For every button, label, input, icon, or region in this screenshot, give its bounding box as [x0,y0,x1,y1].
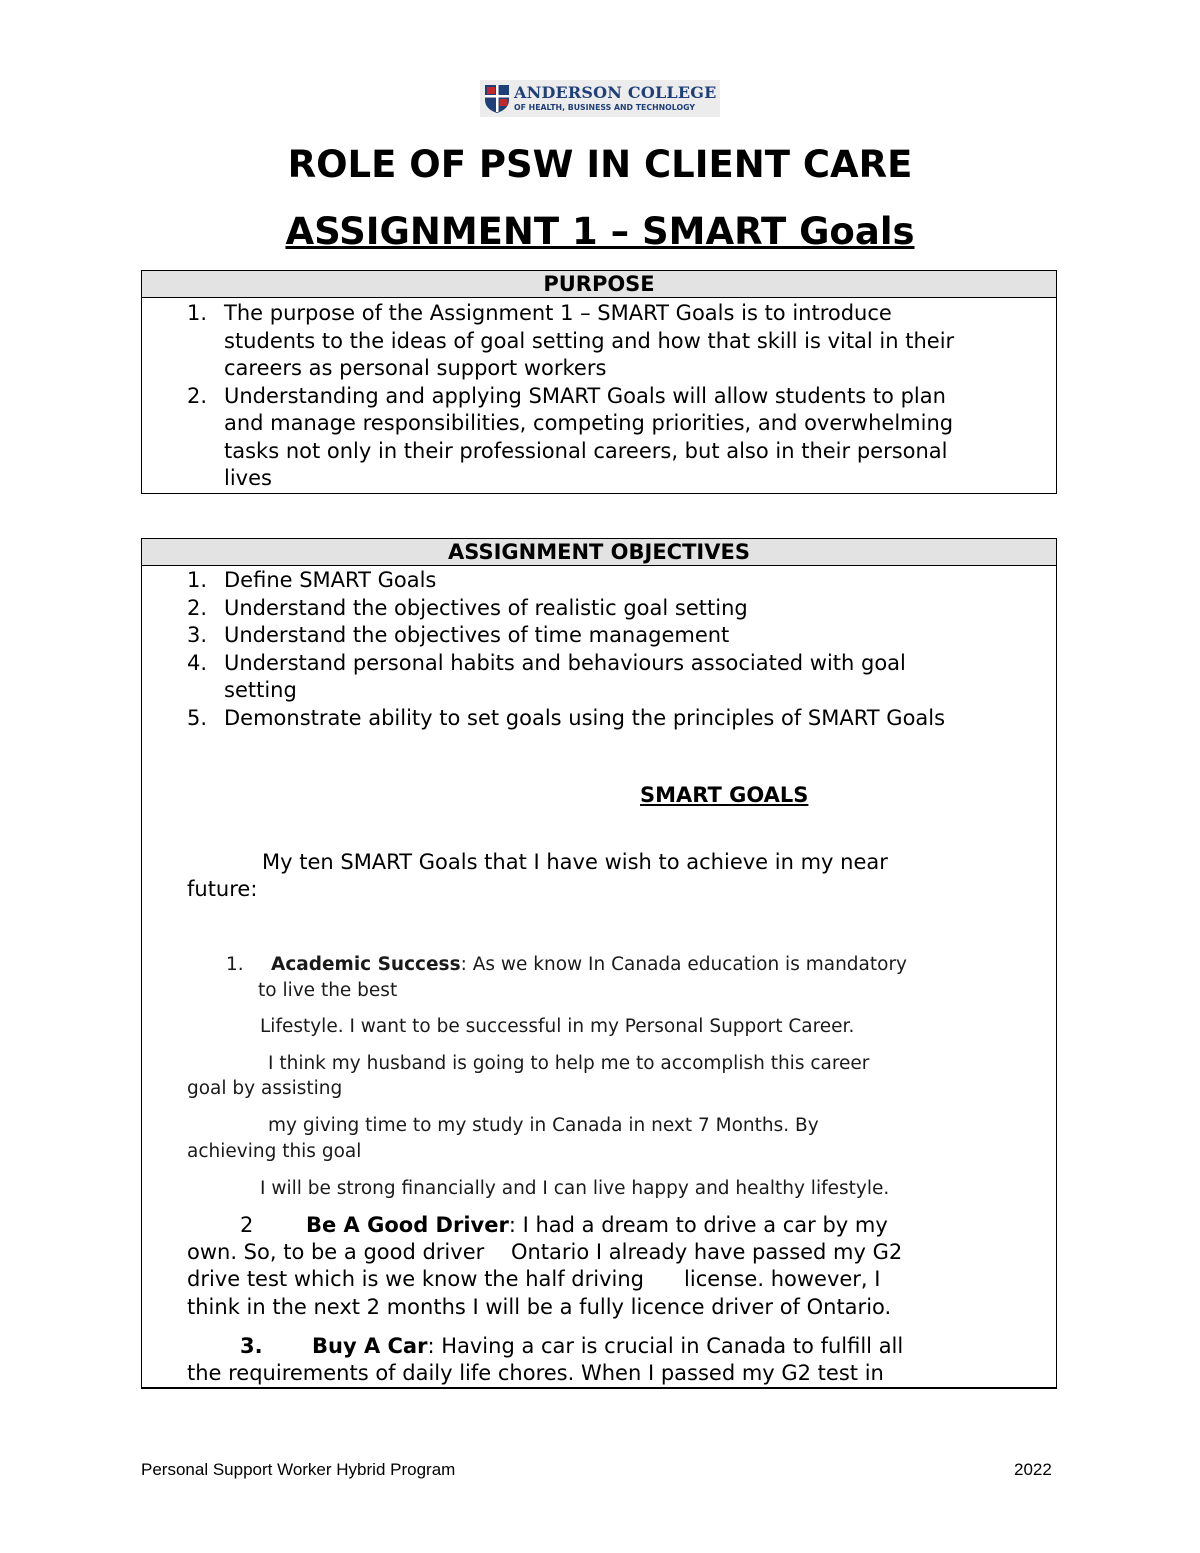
goal-text: I think my husband is going to help me to accomplish this career [268,1053,870,1074]
college-logo [480,80,720,117]
purpose-section [141,270,1057,494]
goal-text: the requirements of daily life chores. When I passed my G2 test in [187,1361,884,1385]
purpose-item: 2. Understanding and applying SMART Goals will allow students to plan and manage responsibilities, competing priorities, and overwhelming tasks not only in their professional careers, but also in their personal lives [187,383,954,490]
goal-text: achieving this goal [187,1141,362,1162]
footer-program: Personal Support Worker Hybrid Program [141,1460,456,1479]
document-title: ROLE OF PSW IN CLIENT CARE [287,143,913,186]
goal-item: Be A Good Driver: I had a dream to drive a car by my [306,1213,888,1237]
assignment-title: ASSIGNMENT 1 – SMART Goals [285,210,915,253]
smart-goals-heading: SMART GOALS [640,783,809,807]
goal-item: Buy A Car: Having a car is crucial in Canada to fulfill all [312,1334,904,1358]
goal-text: to live the best [258,980,398,1001]
objective-item: 2. Understand the objectives of realistic goal setting [187,595,748,620]
objective-item: 5. Demonstrate ability to set goals using the principles of SMART Goals [187,705,946,730]
objective-item: 3. Understand the objectives of time management [187,623,730,647]
college-shield-icon [484,83,510,114]
objectives-heading: ASSIGNMENT OBJECTIVES [142,539,1056,566]
goal-text: Lifestyle. I want to be successful in my Personal Support Career. [260,1016,855,1037]
purpose-item: 1. The purpose of the Assignment 1 – SMART Goals is to introduce students to the ideas of goal setting and how that skill is vital in their careers as personal support workers [187,301,955,380]
goal-label: Academic Success [271,954,461,975]
goal-item: Academic Success: As we know In Canada education is mandatory [271,954,908,975]
goal-label: Be A Good Driver [306,1213,509,1237]
logo-name: ANDERSON COLLEGE [514,83,717,103]
goal-label: Buy A Car [312,1334,428,1358]
objectives-section [141,538,1057,1389]
goal-text: own. So, to be a good driver Ontario I already have passed my G2 [187,1240,903,1264]
goal-number: 1. [226,954,244,975]
goal-number: 2 [240,1213,254,1237]
intro-line: My ten SMART Goals that I have wish to achieve in my near [262,850,888,874]
objective-item: 1. Define SMART Goals [187,568,437,592]
footer-year: 2022 [1014,1460,1052,1479]
goal-text: drive test which is we know the half driving license. however, I [187,1267,881,1291]
objective-item: 4. Understand personal habits and behaviours associated with goal setting [187,650,906,702]
goal-text: I will be strong financially and I can live happy and healthy lifestyle. [260,1178,890,1199]
goal-text: my giving time to my study in Canada in next 7 Months. By [268,1115,819,1136]
logo-tagline: OF HEALTH, BUSINESS AND TECHNOLOGY [514,103,695,113]
purpose-heading: PURPOSE [142,271,1056,298]
goal-number: 3. [240,1334,263,1358]
intro-line: future: [187,877,258,901]
goal-text: goal by assisting [187,1078,343,1099]
goal-text: think in the next 2 months I will be a fully licence driver of Ontario. [187,1295,892,1319]
